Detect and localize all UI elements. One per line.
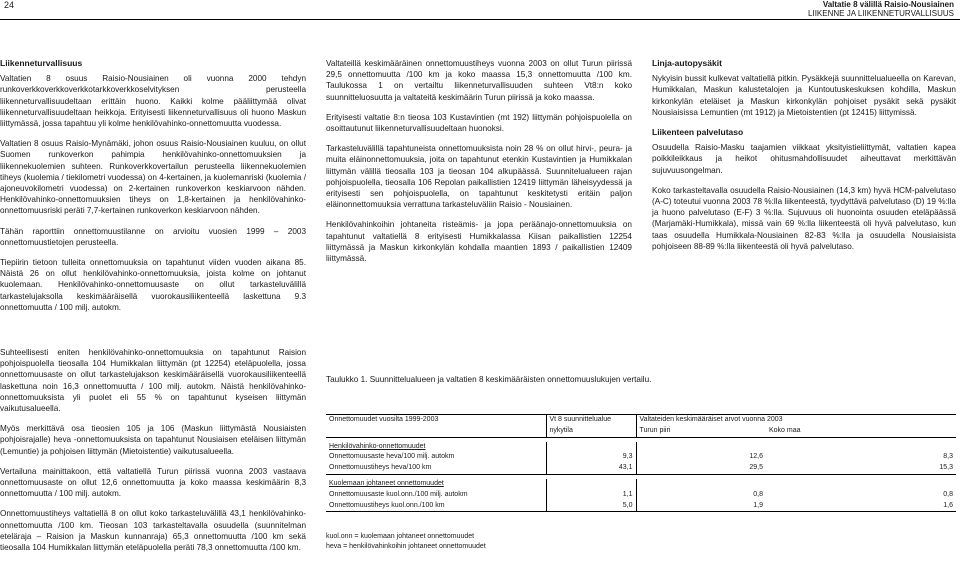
table-subheader: nykytila	[546, 426, 636, 437]
paragraph: Vertailuna mainittakoon, että valtatiellä Turun piirissä vuonna 2003 vastaava onnettomuusaste on ollut 12,6 onnettomuutta ja koko maassa keskimäärin 8,3 onnettomuutta / 100 milj. autokm.	[0, 466, 306, 499]
running-header	[808, 0, 954, 18]
cell: 9,3	[546, 452, 636, 463]
paragraph: Koko tarkasteltavalla osuudella Raisio-Nousiainen (14,3 km) hyvä HCM-palvelutaso (A-C) toteutui vuonna 2003 78 %:lla liikenteestä, tyydyttävä palvelutaso (D) 19 %:lla ja huono palvelutaso (E-F) 3 %:lla. Sujuvuus oli huonointa osuuden eteläpäässä (Marjamäki-Humikkala), missä vain 69 %:lla liikenteestä oli hyvä palvelutaso, kun taas osuudella Humikkala-Nousiainen 82-83 %:lla ja osuudella Nousiaisista pohjoiseen 88-89 %:lla liikenteestä oli hyvä palvelutaso.	[652, 185, 956, 251]
cell: 15,3	[939, 464, 953, 472]
table-header: Valtateiden keskimääräiset arvot vuonna 2003	[636, 415, 956, 426]
paragraph: Tiepiirin tietoon tulleita onnettomuuksia on tapahtunut viiden vuoden aikana 85. Näistä 26 on ollut henkilövahinko-onnettomuuksia, joista kolme on johtanut kuolemaan. Henkilövahinko-onnettomuusaste on ollut tarkasteluvälillä tarkastelujaksolla keskimääräisellä vuorokausiliikenteellä laskettuna 9.3 onnettomuutta / 100 milj. autokm.	[0, 258, 306, 312]
header-title: Valtatie 8 välillä Raisio-Nousiainen	[822, 0, 954, 9]
paragraph: Onnettomuustiheys valtatiellä 8 on ollut koko tarkasteluvälillä 43,1 henkilövahinko-onnettomuutta /100 km. Tieosan 103 tarkasteltavalla osuudella (suunnitelman eteläraja – Raision ja Maskun kunnanraja) 65,3 onnettomuutta /100 km sekä tieosalla 104 Humikkalan liittymän eteläpuolella peräti 78,3 onnettomuutta /100 km.	[0, 509, 306, 553]
section-heading-palvelutaso: Liikenteen palvelutaso	[652, 127, 744, 138]
cell: 12,6	[636, 452, 766, 463]
cell: 43,1	[546, 463, 636, 474]
cell: 8,3	[943, 453, 953, 461]
row-label: Onnettomuusaste heva/100 milj. autokm	[329, 453, 455, 461]
table-note: heva = henkilövahinkoihin johtaneet onnettomuudet	[326, 543, 486, 550]
table-header: Onnettomuudet vuosilta 1999-2003	[329, 416, 439, 423]
paragraph: Valtatien 8 osuus Raisio-Nousiainen oli vuonna 2000 tehdyn runkoverkkoverkkoverkkotarkkoverkkoselvityksen perusteella liikenneturvallisuudeltaan erittäin huono. Kaikki kolme pääliittymää olivat liikenneturvallisuudeltaan heikkoja. Erityisesti liikenneturvallisuus oli huono Maskun liittymässä, jossa tapahtuu yli kolme henkilövahinko-onnettomuutta vuodessa.	[0, 74, 306, 129]
cell: 29,5	[636, 463, 766, 474]
cell: 1,6	[943, 501, 953, 509]
paragraph: Tarkasteluvälillä tapahtuneista onnettomuuksista noin 28 % on ollut hirvi-, peura- ja muita eläinonnettomuuksia, joita on tapahtunut etenkin Kustavintien ja Humikkalan liittymän välillä tieosalla 103 ja tieosan 104 alkupäässä. Suunnitelualueen rajan pohjoispuolella, tieosalla 106 Repolan paikallistien 12419 liittymän läheisyydessä ja erityisesti sen pohjoispuolella, on tapahtunut keskitetysti eritäin paljon eläinonnettomuuksia verrattuna tarkasteluväliin Raisio - Nousiainen.	[326, 144, 632, 210]
table-subheader: Turun piiri	[636, 426, 766, 437]
table-notes	[326, 532, 486, 552]
header-subtitle: LIIKENNE JA LIIKENNETURVALLISUUS	[808, 9, 954, 18]
row-label: Onnettomuustiheys heva/100 km	[329, 464, 432, 472]
comparison-table	[326, 414, 956, 512]
table-subheader: Koko maa	[769, 426, 801, 434]
table-header-row	[326, 415, 956, 426]
paragraph: Erityisesti valtatie 8:n tieosa 103 Kustavintien (mt 192) liittymän pohjoispuolella on osoittautunut liikenneturvallisuudeltaan huonoksi.	[326, 112, 632, 134]
row-label: Onnettomuustiheys kuol.onn./100 km	[329, 501, 445, 509]
column-3	[652, 58, 956, 261]
table-group-label: Henkilövahinko-onnettomuudet	[329, 442, 426, 450]
cell: 0,8	[636, 490, 766, 501]
paragraph: Valtatien 8 osuus Raisio-Mynämäki, johon osuus Raisio-Nousiainen kuuluu, on ollut Suomen runkoverkon pahimpia henkilövahinko-onnettomuuksien ja liikennekuolemien suhteen. Runkoverkkovertailun perusteella liikennekuolemien tiheys (kuolemia / tiekilometri vuodessa) on 4-kertainen, ja kuolemanriski (kuolemia / ajoneuvokilometri vuodessa) on 2-kertainen runkoverkon keskiarvoon nähden. Henkilövahinko-onnettomuuksien tiheys on 1,8-kertainen ja henkilövahinko-onnettomuusriski peräti 7,7-kertainen runkoverkon keskiarvoon nähden.	[0, 139, 306, 216]
cell: 0,8	[943, 490, 953, 498]
row-label: Onnettomuusaste kuol.onn./100 milj. autokm	[329, 490, 468, 498]
cell: 1,1	[546, 490, 636, 501]
column-1-lower	[0, 347, 306, 562]
column-1-upper	[0, 58, 306, 322]
paragraph: Suhteellisesti eniten henkilövahinko-onnettomuuksia on tapahtunut Raision pohjoispuolella tieosalla 104 Humikkalan liittymän (pt 12254) eteläpuolella, jossa onnettomuusaste on ollut tarkastelujakson keskimääräisellä vuorokausiliikenteellä laskettuna noin 16,3 onnettomuutta / 100 milj. autokm. Näistä henkilövahinko-onnettomuuksista yli puolet eli 55 % on tapahtunut kyseisen liittymän vaikutusalueella.	[0, 348, 306, 414]
paragraph: Tähän raporttiin onnettomuustilanne on arvioitu vuosien 1999 – 2003 onnettomuustietojen perusteella.	[0, 226, 306, 247]
paragraph: Valtateillä keskimääräinen onnettomuustiheys vuonna 2003 on ollut Turun piirissä 29,5 onnettomuutta /100 km ja koko maassa 15,3 onnettomuutta /100 km. Taulukossa 1 on vertailtu liikenneturvallisuuden suhteen Vt8:n koko suunnitteluosuutta ja valtateitä keskimäärin Turun piirissä ja koko maassa.	[326, 59, 632, 102]
paragraph: Myös merkittävä osa tieosien 105 ja 106 (Maskun liittymästä Nousiaisten pohjoisrajalle) heva -onnettomuuksista on tapahtunut Nousiaisen eteläisen liittymän (Lemuntie) ja pohjoisen liittymän (Mietoistentie) vaikutusalueella.	[0, 424, 306, 456]
table-group-label: Kuolemaan johtaneet onnettomuudet	[329, 479, 444, 487]
page-number: 24	[4, 0, 15, 10]
header-rule	[0, 19, 960, 20]
table-subheader-row	[326, 426, 956, 437]
table-row	[326, 501, 956, 512]
column-2	[326, 58, 632, 273]
table-note: kuol.onn = kuolemaan johtaneet onnettomuudet	[326, 533, 475, 540]
table-row	[326, 463, 956, 474]
cell: 5,0	[546, 501, 636, 512]
table-header: Vt 8 suunnittelualue	[546, 415, 636, 426]
section-heading-linja-autopysakit: Linja-autopysäkit	[652, 58, 722, 68]
table-row	[326, 452, 956, 463]
table-row	[326, 490, 956, 501]
paragraph: Nykyisin bussit kulkevat valtatiellä pitkin. Pysäkkejä suunnittelualueella on Karevan, Humikkalan, Maskun kalustetalojen ja Kuntoutuskeskuksen kohdilla, Maskun kirkonkylän eteläiset ja Maskun kirkonkylän pohjoiset pysäkit sekä pysäkit Nousiaisissa Lemuntien (mt 1912) ja Mietoistentien (pt 12415) liittymissä.	[652, 74, 956, 117]
table-group-row	[326, 442, 956, 453]
section-heading-liikenneturvallisuus: Liikenneturvallisuus	[0, 58, 83, 68]
table-caption: Taulukko 1. Suunnittelualueen ja valtatien 8 keskimääräisten onnettomuuslukujen vertailu.	[326, 375, 652, 384]
table-group-row	[326, 479, 956, 490]
paragraph: Osuudella Raisio-Masku taajamien viikkaat yksityistieliittymät, valtatien kapea poikkileikkaus ja heikot ohitusmahdollisuudet aiheuttavat merkittävän sujuvuusongelman.	[652, 143, 956, 175]
paragraph: Henkilövahinkoihin johtaneita risteämis- ja jopa peräänajo-onnettomuuksia on tapahtunut valtatiellä 8 erityisesti Humikkalassa Kiisan paikallistien 12254 liittymässä ja Maskun kirkonkylän kohdalla maantien 1893 / paikallistien 12409 liittymässä.	[326, 220, 632, 264]
cell: 1,9	[636, 501, 766, 512]
